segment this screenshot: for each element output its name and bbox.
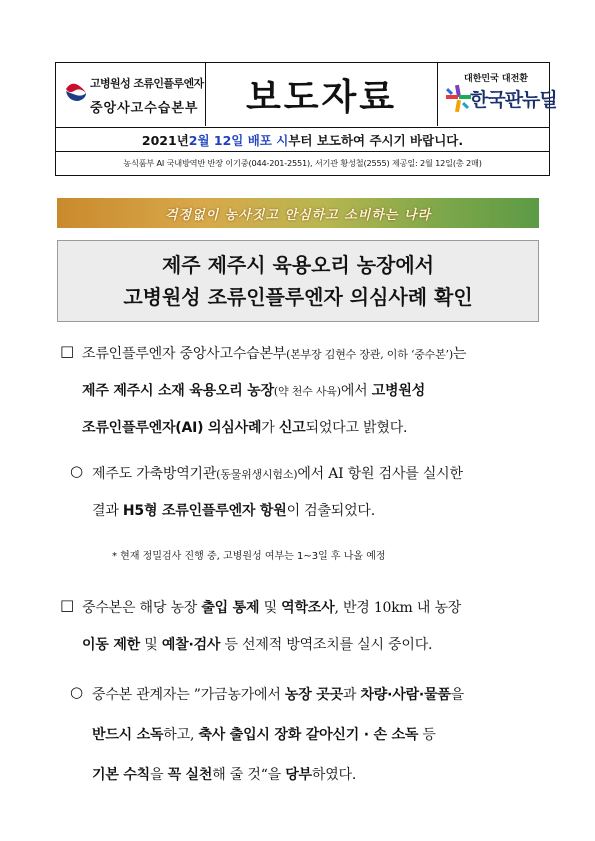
p2-sub-line2 [92, 724, 436, 744]
slogan-banner [57, 198, 539, 228]
p2-line1 [82, 597, 461, 617]
p1-line1 [82, 343, 466, 363]
headline-box [57, 240, 539, 322]
sub2-emphasis: 기본 수칙 [92, 767, 150, 783]
sub1-text: 에서 AI 항원 검사를 실시한 [297, 466, 463, 482]
release-date: 2월 12일 배포 시 [188, 132, 289, 148]
sub2-text: 하였다. [311, 767, 357, 783]
p1-text: 조류인플루엔자 중앙사고수습본부 [82, 346, 287, 362]
sub2-text: 중수본 관계자는 ”가금농가에서 [92, 687, 285, 703]
sub1-parenthetical: (동물위생시험소) [216, 468, 298, 481]
p2-text: , 반경 10km 내 농장 [334, 600, 462, 616]
p1-emphasis: 제주 제주시 소재 육용오리 농장 [82, 383, 274, 399]
contact-row: 농식품부 AI 국내방역반 반장 이기중(044-201-2551), 서기관 황성철(2555) 제공일: 2월 12일(총 2매) [55, 152, 550, 176]
p1-line2 [82, 380, 425, 400]
p2-text: 및 [259, 600, 282, 616]
slogan-text: 걱정없이 농사짓고 안심하고 소비하는 나라 [164, 207, 432, 223]
p2-sub-line1 [92, 684, 464, 704]
sub2-emphasis: 축사 출입시 장화 갈아신기 · 손 소독 [198, 727, 419, 743]
release-suffix: 부터 보도하여 주시기 바랍니다. [288, 132, 464, 148]
p2-text: 등 선제적 방역조치를 실시 중이다. [220, 637, 433, 653]
p1-text: 는 [452, 346, 467, 362]
sub1-text: 제주도 가축방역기관 [92, 466, 217, 482]
circle-bullet-2: ○ [70, 683, 84, 701]
org-name-line1: 고병원성 조류인플루엔자 [90, 77, 204, 90]
sub2-emphasis: 반드시 소독 [92, 727, 164, 743]
p2-line2 [82, 634, 432, 654]
p1-sub-line2 [92, 500, 375, 520]
org-cell [56, 63, 206, 126]
sub2-emphasis: 당부 [285, 767, 312, 783]
sub2-text: 을 [450, 687, 464, 703]
sub2-text: 하고, [163, 727, 199, 743]
sub2-emphasis: 농장 곳곳 [284, 687, 343, 703]
release-date-row [55, 128, 550, 152]
p1-parenthetical: (약 천수 사육) [273, 385, 341, 398]
p2-emphasis: 예찰·검사 [161, 637, 221, 653]
p1-emphasis: 조류인플루엔자(AI) 의심사례 [82, 420, 262, 436]
doc-type-title: 보도자료 [206, 63, 438, 126]
brand-tagline: 대한민국 대전환 [464, 74, 528, 84]
brand-cell [438, 63, 557, 126]
p1-text: 에서 [340, 383, 372, 399]
p1-parenthetical: (본부장 김현수 장관, 이하 ‘중수본’) [286, 348, 453, 361]
circle-bullet-1: ○ [70, 462, 84, 480]
p1-line3 [82, 417, 407, 437]
p2-text: 및 [139, 637, 162, 653]
sub2-text: 을 [149, 767, 168, 783]
p1-sub-line1 [92, 463, 463, 483]
sub2-text: 해 줄 것“을 [212, 767, 286, 783]
p2-text: 중수본은 해당 농장 [82, 600, 202, 616]
sub2-emphasis: 꼭 실천 [167, 767, 213, 783]
header-table [55, 62, 557, 128]
sub2-emphasis: 차량·사람·물품 [360, 687, 451, 703]
sub2-text: 등 [418, 727, 436, 743]
footnote: * 현재 정밀검사 진행 중, 고병원성 여부는 1~3일 후 나올 예정 [112, 551, 386, 562]
release-prefix: 2021년 [141, 132, 189, 148]
p2-emphasis: 역학조사 [281, 600, 335, 616]
square-bullet-2: □ [60, 596, 75, 614]
p1-text: 가 [261, 420, 279, 436]
sub1-text: 결과 [92, 503, 123, 519]
headline-line2: 고병원성 조류인플루엔자 의심사례 확인 [123, 285, 473, 309]
p2-emphasis: 이동 제한 [82, 637, 140, 653]
p1-text: 되었다고 밝혔다. [305, 420, 408, 436]
p2-emphasis: 출입 통제 [201, 600, 260, 616]
sub2-text: 과 [342, 687, 361, 703]
government-emblem-icon [62, 77, 90, 105]
org-name-line2: 중앙사고수습본부 [90, 101, 199, 116]
brand-name: 한국판뉴딜 [470, 89, 557, 111]
headline-line1: 제주 제주시 육용오리 농장에서 [161, 253, 435, 277]
square-bullet-1: □ [60, 342, 75, 360]
sub1-emphasis: H5형 조류인플루엔자 항원 [122, 503, 287, 519]
p2-sub-line3 [92, 764, 356, 784]
sub1-text: 이 검출되었다. [286, 503, 376, 519]
p1-emphasis: 신고 [278, 420, 306, 436]
p1-emphasis: 고병원성 [371, 383, 426, 399]
